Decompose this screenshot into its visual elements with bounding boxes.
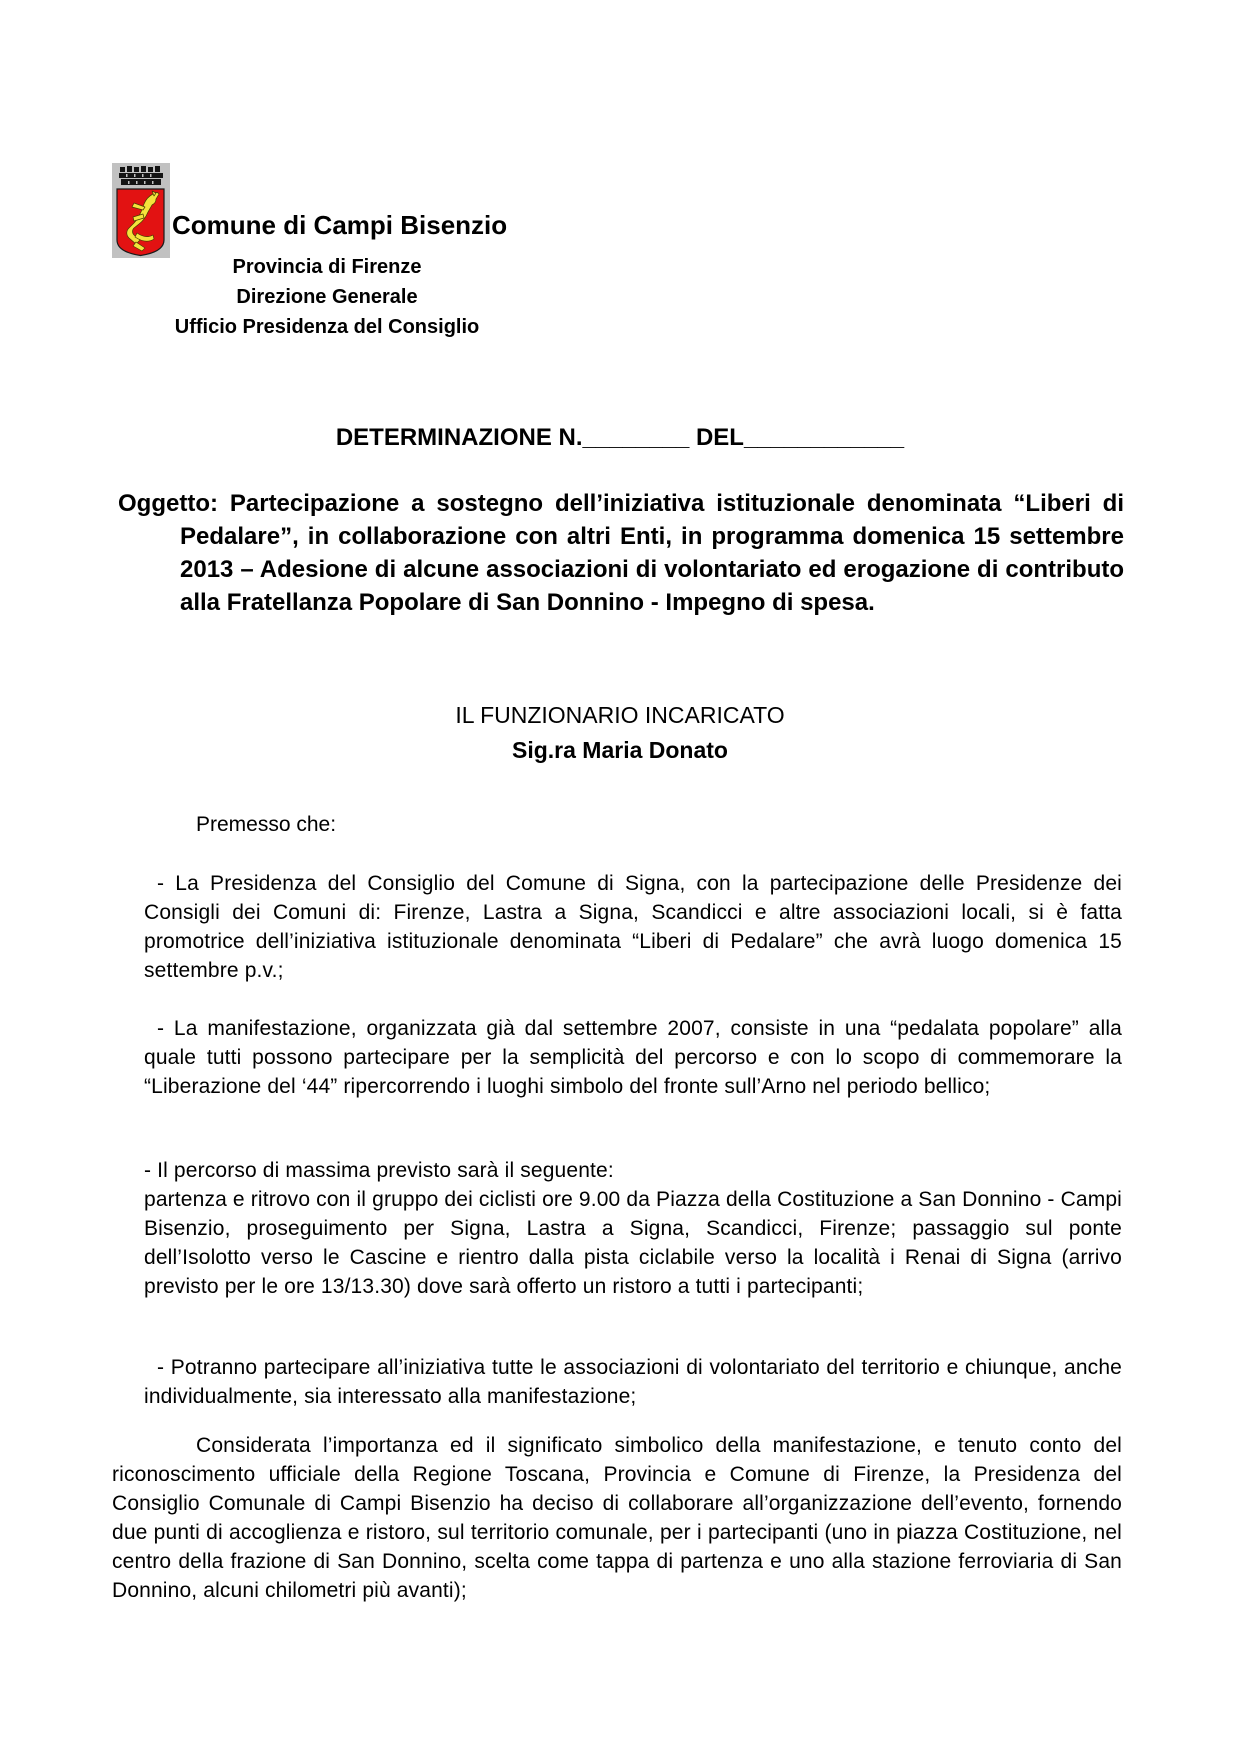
paragraph-text: - Il percorso di massima previsto sarà il seguente: <box>144 1159 614 1182</box>
document-paragraph <box>144 1156 1122 1301</box>
department-line-province: Provincia di Firenze <box>232 256 422 278</box>
coat-of-arms-image <box>112 163 170 258</box>
paragraph-text: Considerata l’importanza ed il significato simbolico della manifestazione, e tenuto conto del riconoscimento ufficiale della Regione Toscana, Provincia e Comune di Firenze, la Presidenza del Consiglio Comunale di Campi Bisenzio ha deciso di collaborare all’organizzazione dell’evento, fornendo due punti di accoglienza e ristoro, sul territorio comunale, per i partecipanti (uno in piazza Costituzione, nel centro della frazione di San Donnino, scelta come tappa di partenza e uno alla stazione ferroviaria di San Donnino, alcuni chilometri più avanti); <box>112 1434 1122 1602</box>
paragraph-text: partenza e ritrovo con il gruppo dei ciclisti ore 9.00 da Piazza della Costituzione a San Donnino - Campi Bisenzio, proseguimento per Signa, Lastra a Signa, Scandicci, Firenze; passaggio sul ponte dell’Isolotto verso le Cascine e rientro dalla pista ciclabile verso la località i Renai di Signa (arrivo previsto per le ore 13/13.30) dove sarà offerto un ristoro a tutti i partecipanti; <box>144 1188 1122 1298</box>
official-name: Sig.ra Maria Donato <box>512 737 728 763</box>
coat-of-arms <box>112 163 170 258</box>
department-line-direction: Direzione Generale <box>236 286 418 308</box>
paragraph-text: - Potranno partecipare all’iniziativa tutte le associazioni di volontariato del territorio e chiunque, anche individualmente, sia interessato alla manifestazione; <box>144 1356 1122 1408</box>
document-paragraph <box>112 1431 1122 1605</box>
determination-title: DETERMINAZIONE N.________ DEL____________ <box>335 424 905 451</box>
document-paragraph <box>144 869 1122 985</box>
paragraph-text: - La manifestazione, organizzata già dal settembre 2007, consiste in una “pedalata popolare” alla quale tutti possono partecipare per la semplicità del percorso e con lo scopo di commemorare la “Liberazione del ‘44” ripercorrendo i luoghi simbolo del fronte sull’Arno nel periodo bellico; <box>144 1017 1122 1098</box>
premise-heading: Premesso che: <box>196 813 337 836</box>
document-paragraph <box>144 1014 1122 1101</box>
subject-paragraph: Oggetto: Partecipazione a sostegno dell’iniziativa istituzionale denominata “Liberi di Pedalare”, in collaborazione con altri Enti, in programma domenica 15 settembre 2013 – Adesione di alcune associazioni di volontariato ed erogazione di contributo alla Fratellanza Popolare di San Donnino - Impegno di spesa. <box>118 490 1124 616</box>
department-line-office: Ufficio Presidenza del Consiglio <box>174 316 480 338</box>
document-paragraph <box>144 1353 1122 1411</box>
department-block <box>112 252 542 342</box>
official-block <box>115 698 1125 768</box>
paragraph-text: - La Presidenza del Consiglio del Comune di Signa, con la partecipazione delle Presidenze dei Consigli dei Comuni di: Firenze, Lastra a Signa, Scandicci e altre associazioni locali, si è fatta promotrice dell’iniziativa istituzionale denominata “Liberi di Pedalare” che avrà luogo domenica 15 settembre p.v.; <box>144 872 1122 982</box>
municipality-name: Comune di Campi Bisenzio <box>172 210 508 240</box>
official-role: IL FUNZIONARIO INCARICATO <box>455 702 785 728</box>
